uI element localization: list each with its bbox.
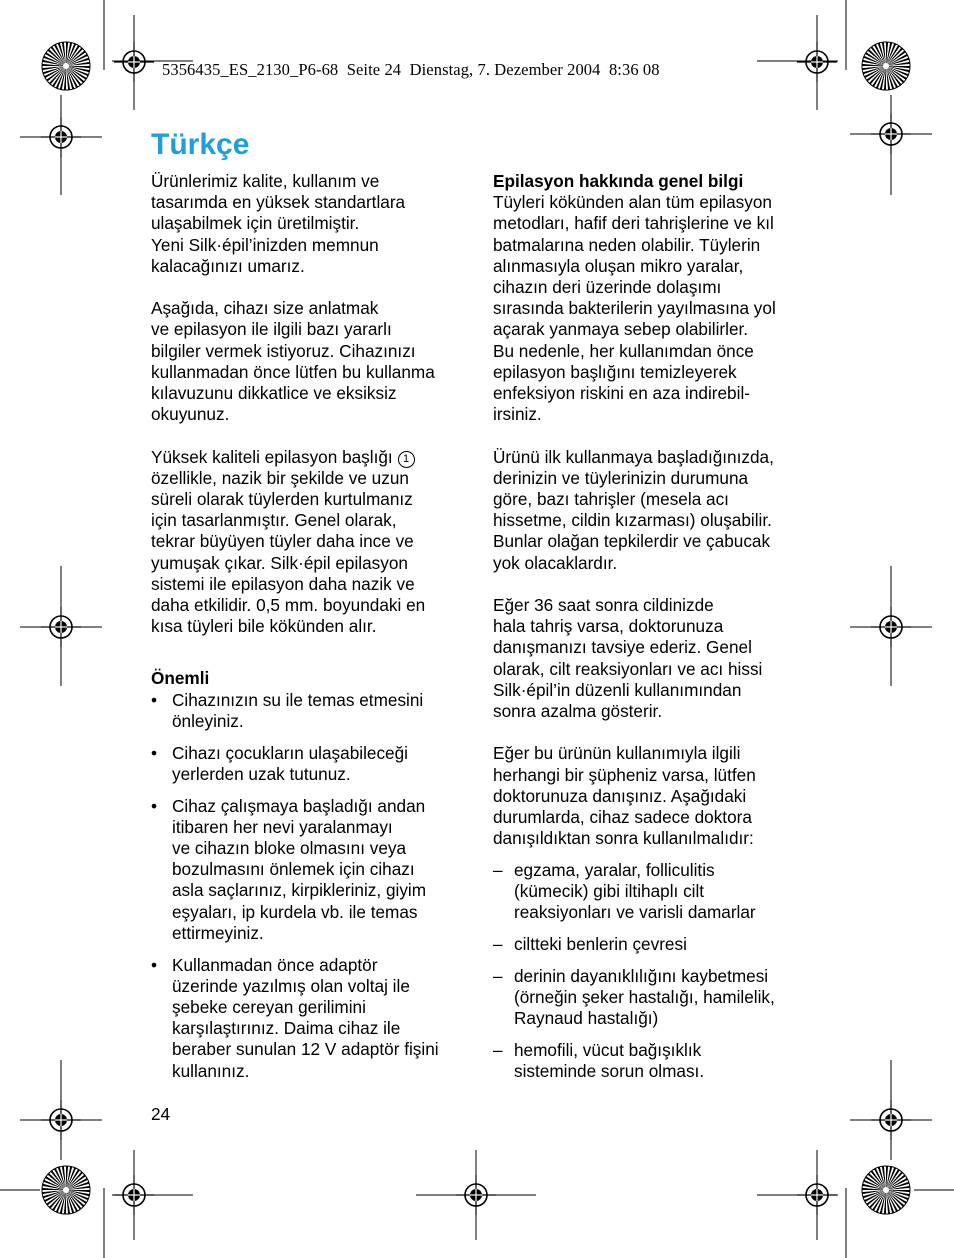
text-line: göre, bazı tahrişler (mesela acı (493, 489, 729, 510)
starburst-target (42, 42, 90, 90)
text-line: egzama, yaralar, folliculitis (514, 860, 715, 881)
text-line: derinizin ve tüylerinizin durumuna (493, 467, 749, 488)
list-marker: • (151, 742, 158, 763)
text-line: Tüyleri kökünden alan tüm epilasyon (493, 192, 772, 213)
text-line: şebeke cereyan gerilimini (172, 997, 366, 1018)
text-line: özellikle, nazik bir şekilde ve uzun (151, 467, 409, 488)
list-item (493, 966, 803, 1030)
text-line: kullanmadan önce lütfen bu kullanma (151, 361, 435, 382)
important-heading: Önemli (151, 668, 210, 689)
list-item (151, 743, 461, 785)
text-line: karşılaştırınız. Daima cihaz ile (172, 1018, 401, 1039)
intro-paragraph-2 (151, 298, 461, 425)
epilation-info-heading: Epilasyon hakkında genel bilgi (493, 171, 744, 191)
text-line: Yeni Silk·épil’inizden memnun (151, 234, 379, 255)
text-line: daha etkilidir. 0,5 mm. boyundaki en (151, 595, 426, 616)
right-paragraph-3 (493, 595, 803, 722)
text-line: Cihaz çalışmaya başladığı andan (172, 795, 426, 816)
text-line: batmalarına neden olabilir. Tüylerin (493, 234, 761, 255)
list-marker: – (493, 966, 503, 987)
text-line: hemofili, vücut bağışıklık (514, 1040, 702, 1061)
text-line: yerlerden uzak tutunuz. (172, 763, 351, 784)
text-line: olarak, cilt reaksiyonları ve acı hissi (493, 658, 763, 679)
text-line: reaksiyonları ve varisli damarlar (514, 902, 756, 923)
text-line: Cihazı çocukların ulaşabileceği (172, 742, 408, 763)
text-line: sistemi ile epilasyon daha nazik ve (151, 573, 415, 594)
text-line: eşyaları, ip kurdela vb. ile temas (172, 901, 418, 922)
text-line: bilgiler vermek istiyoruz. Cihazınızı (151, 340, 416, 361)
text-line: danışmanızı tavsiye ederiz. Genel (493, 637, 752, 658)
text-line: derinin dayanıklılığını kaybetmesi (514, 966, 769, 987)
text-line: tasarımda en yüksek standartlara (151, 192, 406, 213)
page-number: 24 (151, 1104, 171, 1124)
conditions-dash-list (493, 860, 803, 1083)
text-line: herhangi bir şüpheniz varsa, lütfen (493, 764, 756, 785)
text-line: ve epilasyon ile ilgili bazı yararlı (151, 319, 392, 340)
text-line: (örneğin şeker hastalığı, hamilelik, (514, 987, 775, 1008)
text-line: beraber sunulan 12 V adaptör fişini (172, 1039, 439, 1060)
intro-paragraph-1 (151, 171, 461, 277)
text-line: ciltteki benlerin çevresi (514, 934, 687, 955)
text-line: (kümecik) gibi iltihaplı cilt (514, 881, 705, 902)
text-line: ve cihazın bloke olmasını veya (172, 838, 407, 859)
text-line: önleyiniz. (172, 710, 244, 731)
text-line: kullanınız. (172, 1060, 250, 1081)
text-line: Ürünlerimiz kalite, kullanım ve (151, 171, 380, 191)
intro-paragraph-3 (151, 468, 461, 638)
text-line: irsiniz. (493, 404, 542, 425)
text-line: için tasarlanmıştır. Genel olarak, (151, 510, 397, 531)
text-line: Bunlar olağan tepkilerdir ve çabucak (493, 531, 771, 552)
right-paragraph-2 (493, 447, 803, 574)
list-marker: • (151, 689, 158, 710)
text-line: danışıldıktan sonra kullanılmalıdır: (493, 828, 754, 849)
starburst-target (862, 1166, 910, 1214)
text-line: kılavuzunu dikkatlice ve eksiksiz (151, 383, 397, 404)
list-marker: – (493, 934, 503, 955)
text-line: üzerinde yazılmış olan voltaj ile (172, 975, 410, 996)
page-title: Türkçe (151, 128, 250, 161)
text-line: kalacağınızı umarız. (151, 255, 305, 276)
text-line: Cihazınızın su ile temas etmesini (172, 689, 424, 710)
list-item (151, 690, 461, 732)
text-line: sırasında bakterilerin yayılmasına yol (493, 298, 776, 319)
text-line: Bu nedenle, her kullanımdan önce (493, 340, 754, 361)
text-line: Aşağıda, cihazı size anlatmak (151, 298, 379, 319)
text-line: hissetme, cildin kızarması) oluşabilir. (493, 510, 772, 531)
text-line: itibaren her nevi yaralanmayı (172, 816, 393, 837)
text-line: ulaşabilmek için üretilmiştir. (151, 213, 360, 234)
text-line: yumuşak çıkar. Silk·épil epilasyon (151, 552, 408, 573)
starburst-target (42, 1166, 90, 1214)
print-slug-header: 5356435_ES_2130_P6-68 Seite 24 Dienstag, 7. Dezember 2004 8:36 08 (162, 60, 660, 79)
list-item (493, 934, 803, 955)
starburst-target (862, 42, 910, 90)
list-marker: • (151, 795, 158, 816)
circled-number-1: 1 (398, 451, 415, 468)
text-line: süreli olarak tüylerden kurtulmanız (151, 489, 413, 510)
text-line: Ürünü ilk kullanmaya başladığınızda, (493, 446, 774, 467)
text-line: okuyunuz. (151, 404, 230, 425)
list-item (493, 1040, 803, 1082)
right-paragraph-1 (493, 192, 803, 425)
list-item (151, 796, 461, 944)
text-line: tekrar büyüyen tüyler daha ince ve (151, 531, 414, 552)
right-column (493, 171, 803, 1083)
text-line: sisteminde sorun olması. (514, 1061, 705, 1082)
text-line: bozulmasını önlemek için cihazı (172, 859, 415, 880)
text-line: enfeksiyon riskini en aza indirebil- (493, 383, 750, 404)
text-line: durumlarda, cihaz sadece doktora (493, 807, 752, 828)
text-line: Eğer bu ürünün kullanımıyla ilgili (493, 743, 741, 764)
text-line: cihazın deri üzerinde dolaşımı (493, 277, 722, 298)
right-paragraph-4 (493, 743, 803, 849)
text-line: sonra azalma gösterir. (493, 701, 663, 722)
text-line: Eğer 36 saat sonra cildinizde (493, 595, 714, 616)
important-bullet-list (151, 690, 461, 1082)
text-line: alınmasıyla oluşan mikro yaralar, (493, 255, 744, 276)
text-line: Kullanmadan önce adaptör (172, 954, 378, 975)
text-line: kısa tüyleri bile kökünden alır. (151, 616, 377, 637)
intro-paragraph-3-first-line: Yüksek kaliteli epilasyon başlığı 1 (151, 447, 461, 468)
text-line: doktorunuza danışınız. Aşağıdaki (493, 785, 747, 806)
text-line: yok olacaklardır. (493, 552, 618, 573)
text-line: epilasyon başlığını temizleyerek (493, 361, 737, 382)
list-marker: – (493, 1040, 503, 1061)
text-line: açarak yanmaya sebep olabilirler. (493, 319, 749, 340)
text-line: metodları, hafif deri tahrişlerine ve kıl (493, 213, 774, 234)
list-marker: – (493, 860, 503, 881)
text-line: Silk·épil’in düzenli kullanımından (493, 679, 742, 700)
text-line: ettirmeyiniz. (172, 922, 264, 943)
text-line: asla saçlarınız, kirpikleriniz, giyim (172, 880, 427, 901)
text-line: hala tahriş varsa, doktorunuza (493, 616, 724, 637)
list-item (151, 955, 461, 1082)
list-item (493, 860, 803, 924)
list-marker: • (151, 954, 158, 975)
text-line: Raynaud hastalığı) (514, 1008, 659, 1029)
left-column (151, 171, 461, 1082)
